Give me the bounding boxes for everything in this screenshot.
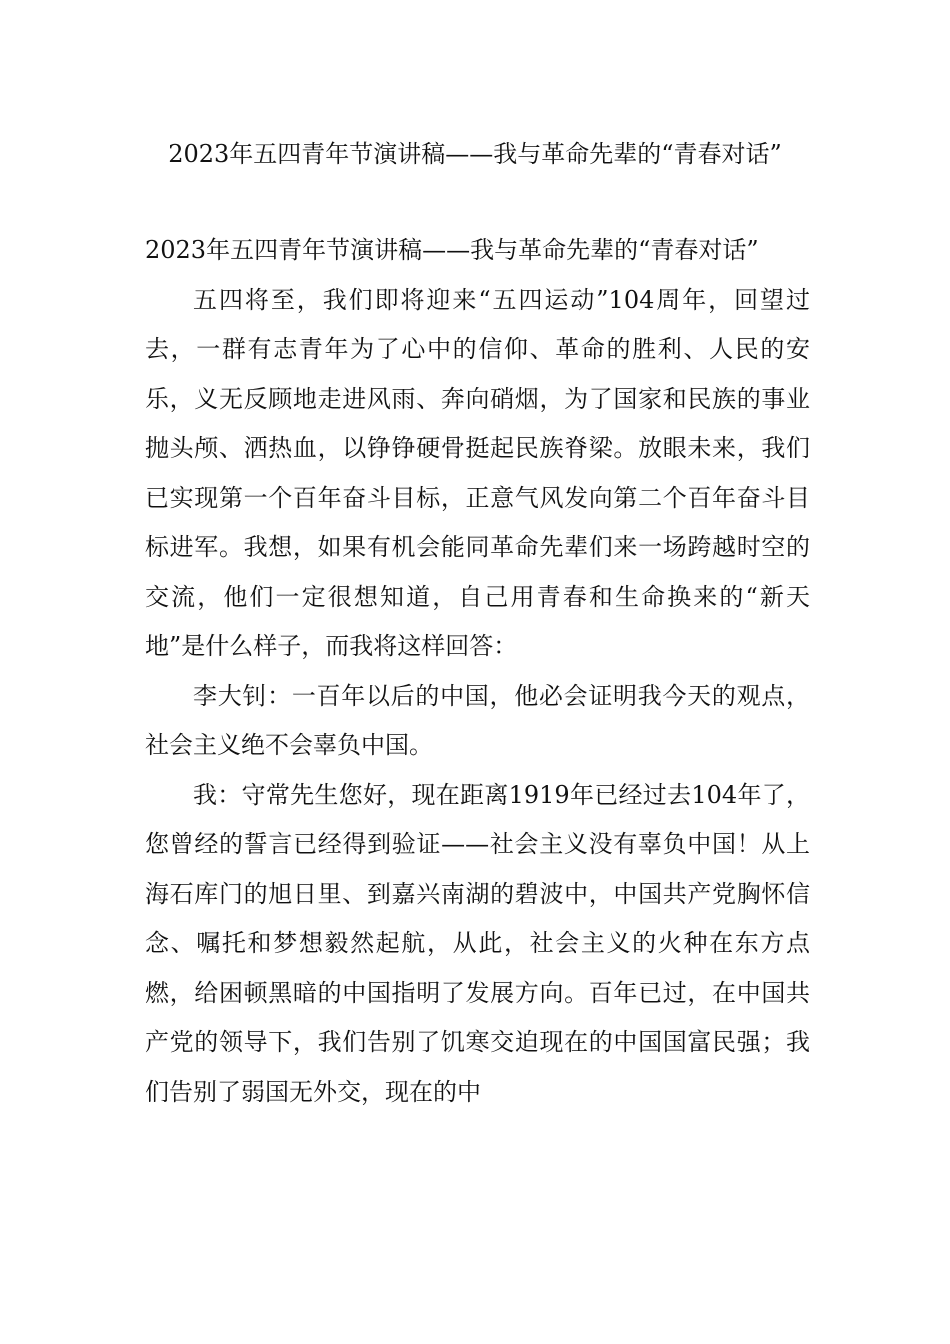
paragraph-li-dazhao-quote: 李大钊：一百年以后的中国，他必会证明我今天的观点，社会主义绝不会辜负中国。 bbox=[145, 681, 810, 759]
paragraph-intro: 五四将至，我们即将迎来“五四运动”104周年，回望过去，一群有志青年为了心中的信仰、革命的胜利、人民的安乐，义无反顾地走进风雨、奔向硝烟，为了国家和民族的事业抛头颅、洒热血，以铮铮硬骨挺起民族脊梁。放眼未来，我们已实现第一个百年奋斗目标，正意气风发向第二个百年奋斗目标进军。我想，如果有机会能同革命先辈们来一场跨越时空的交流，他们一定很想知道，自己用青春和生命换来的“新天地”是什么样子，而我将这样回答： bbox=[145, 285, 810, 660]
paragraph-my-reply: 我：守常先生您好，现在距离1919年已经过去104年了，您曾经的誓言已经得到验证——社会主义没有辜负中国！从上海石库门的旭日里、到嘉兴南湖的碧波中，中国共产党胸怀信念、嘱托和梦想毅然起航，从此，社会主义的火种在东方点燃，给困顿黑暗的中国指明了发展方向。百年已过，在中国共产党的领导下，我们告别了饥寒交迫现在的中国国富民强；我们告别了弱国无外交，现在的中 bbox=[145, 780, 810, 1106]
document-subtitle: 2023年五四青年节演讲稿——我与革命先辈的“青春对话” bbox=[145, 236, 759, 264]
document-title: 2023年五四青年节演讲稿——我与革命先辈的“青春对话” bbox=[168, 140, 782, 168]
document-body bbox=[145, 226, 810, 1117]
